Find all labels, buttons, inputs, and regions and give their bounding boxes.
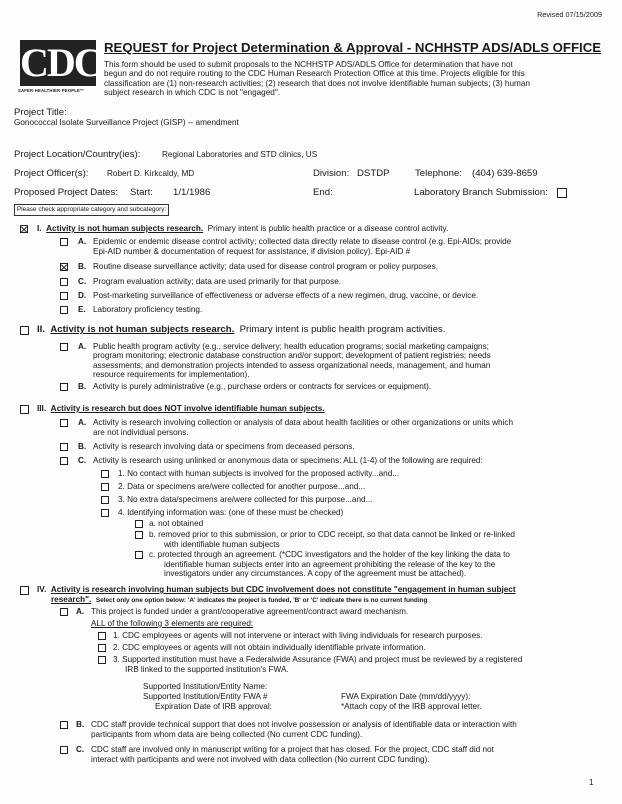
section-3c1-checkbox[interactable] [101,470,109,478]
section-3b-checkbox[interactable] [60,443,68,451]
section-4b-checkbox[interactable] [60,721,68,729]
project-officer-label: Project Officer(s): [14,168,89,179]
section-3c3-checkbox[interactable] [101,496,109,504]
section-3c-checkbox[interactable] [60,457,68,465]
project-location-value[interactable]: Regional Laboratories and STD clinics, US [162,150,318,159]
page-number: 1 [589,778,594,787]
section-4a-checkbox[interactable] [60,608,68,616]
section-4a3-checkbox[interactable] [98,656,106,664]
section-1e-text: Laboratory proficiency testing. [93,305,203,314]
section-1b-checkbox[interactable] [60,263,68,271]
section-1c-checkbox[interactable] [60,278,68,286]
revised-date: Revised 07/15/2009 [537,10,602,19]
start-label: Start: [130,187,153,198]
lab-branch-checkbox[interactable] [557,188,567,198]
section-1-heading: I. Activity is not human subjects research. Primary intent is public health practice or a disease control activity. [37,224,449,233]
section-1a-text: Epidemic or endemic disease control activity; collected data directly relate to disease control (e.g. Epi-AIDs; provide Epi-AID number & documentation of request for assistance, if division policy). Epi-AID # [93,237,512,256]
section-3c4-checkbox[interactable] [101,509,109,517]
section-3c4a-text: a. not obtained [149,519,204,528]
section-3c4a-checkbox[interactable] [135,520,143,528]
section-3c-text: Activity is research using unlinked or anonymous data or specimens: ALL (1-4) of the following are required: [93,456,483,465]
section-2-heading: II. Activity is not human subjects research. Primary intent is public health program activities. [37,324,446,335]
section-1d-checkbox[interactable] [60,292,68,300]
section-4a2-checkbox[interactable] [98,644,106,652]
section-3c2-text: 2. Data or specimens are/were collected for another purpose...and... [118,482,366,491]
telephone-value[interactable]: (404) 639-8659 [472,168,538,179]
section-3c4c-text: c. protected through an agreement. (*CDC investigators and the holder of the key linking the data to identifiable human subjects enter into an agreement prohibiting the release of the key to the investigators under any circumstances. A copy of the agreement must be attached). [149,550,510,579]
section-4c-checkbox[interactable] [60,746,68,754]
section-1c-text: Program evaluation activity; data are used primarily for that purpose. [93,277,342,286]
lab-branch-label: Laboratory Branch Submission: [414,187,548,198]
section-1-checkbox[interactable] [20,225,28,233]
section-1e-checkbox[interactable] [60,306,68,314]
section-3a-text: Activity is research involving collection or analysis of data about health facilities or other organizations or units which are not individual persons. [93,418,514,437]
division-label: Division: [313,168,350,179]
dates-label: Proposed Project Dates: [14,187,118,198]
section-3c4c-checkbox[interactable] [135,551,143,559]
institution-fields: Supported Institution/Entity Name: Supported Institution/Entity FWA # Expiration Date of IRB approval: [143,682,272,712]
section-3c4-text: 4. Identifying information was: (one of these must be checked) [118,508,344,517]
section-4-heading: IV. Activity is research involving human subjects but CDC involvement does not constitute "engagement in human subject [37,585,516,594]
section-4c-text: CDC staff are involved only in manuscript writing for a project that has closed. For the project, CDC staff did not interact with participants and were not involved with data collection (No current CDC funding). [91,745,494,764]
section-1d-text: Post-marketing surveillance of effectiveness or adverse effects of a new regimen, drug, vaccine, or device. [93,291,479,300]
section-3-checkbox[interactable] [20,405,29,414]
form-intro: This form should be used to submit proposals to the NCHHSTP ADS/ADLS Office for determination that have not begun and do not require routing to the CDC Human Research Protection Office at this time. Projects eligible for this classification are (1) non-research activities; (2) research that does not involve identifiable human subjects; (3) human subject research in which CDC is not "engaged". [104,60,530,97]
check-instruction: Please check appropriate category and subcategory: [14,204,169,216]
cdc-tagline: SAFER·HEALTHIER·PEOPLE™ [18,88,85,93]
section-3-heading: III. Activity is research but does NOT involve identifiable human subjects. [37,404,325,413]
section-2a-text: Public health program activity (e.g., service delivery; health education programs; social marketing campaigns; program monitoring; electronic database construction and/or support; development of patient registries; needs assessments; and demonstration projects intended to assess organizational needs, management, and human resource requirements for implementation). [93,342,491,379]
section-4a1-checkbox[interactable] [98,632,106,640]
section-3c3-text: 3. No extra data/specimens are/were collected for this purpose...and... [118,495,373,504]
project-title-value[interactable]: Gonococcal Isolate Surveillance Project (GISP) -- amendment [14,118,239,127]
section-1a-checkbox[interactable] [60,238,68,246]
section-3c4b-checkbox[interactable] [135,531,143,539]
project-title-label: Project Title: [14,107,67,118]
section-4a2-text: 2. CDC employees or agents will not obtain individually identifiable private information. [113,643,426,652]
section-3a-checkbox[interactable] [60,419,68,427]
section-4a-all-required: ALL of the following 3 elements are required: [91,619,254,628]
section-4-heading-cont: research". Select only one option below: 'A' indicates the project is funded, 'B' or 'C' indicate there is no current funding [51,595,428,604]
section-2a-checkbox[interactable] [60,343,68,351]
form-title: REQUEST for Project Determination & Approval - NCHHSTP ADS/ADLS OFFICE [104,40,602,55]
section-4-checkbox[interactable] [20,586,29,595]
section-4a3-text: 3. Supported institution must have a Federalwide Assurance (FWA) and project must be reviewed by a registered IRB linked to the supported institution's FWA. [113,655,523,674]
section-3c1-text: 1. No contact with human subjects is involved for the proposed activity...and... [118,469,400,478]
division-value[interactable]: DSTDP [357,168,390,179]
section-3b-text: Activity is research involving data or specimens from deceased persons. [93,442,355,451]
section-2b-checkbox[interactable] [60,383,68,391]
section-1b-text: Routine disease surveillance activity; data used for disease control program or policy purposes. [93,262,438,271]
fwa-fields: FWA Expiration Date (mm/dd/yyyy): *Attach copy of the IRB approval letter. [341,692,482,712]
section-3c4b-text: b. removed prior to this submission, or prior to CDC receipt, so that data cannot be linked or re-linked with identifiable human subjects [149,530,515,549]
end-label: End: [313,187,333,198]
cdc-logo: CDC [20,40,101,85]
start-date-value[interactable]: 1/1/1986 [173,187,211,198]
section-4a-text: This project is funded under a grant/cooperative agreement/contract award mechanism. [91,607,409,616]
section-2-checkbox[interactable] [20,326,29,335]
section-4b-text: CDC staff provide technical support that does not involve possession or analysis of identifiable data or interaction with participants from whom data are being collected (No current CDC funding). [91,720,517,739]
section-3c2-checkbox[interactable] [101,483,109,491]
section-2b-text: Activity is purely administrative (e.g., purchase orders or contracts for services or equipment). [93,382,432,391]
project-location-label: Project Location/Country(ies): [14,149,141,160]
telephone-label: Telephone: [415,168,462,179]
section-4a1-text: 1. CDC employees or agents will not intervene or interact with living individuals for research purposes. [113,631,483,640]
project-officer-value[interactable]: Robert D. Kirkcaldy, MD [107,169,195,178]
